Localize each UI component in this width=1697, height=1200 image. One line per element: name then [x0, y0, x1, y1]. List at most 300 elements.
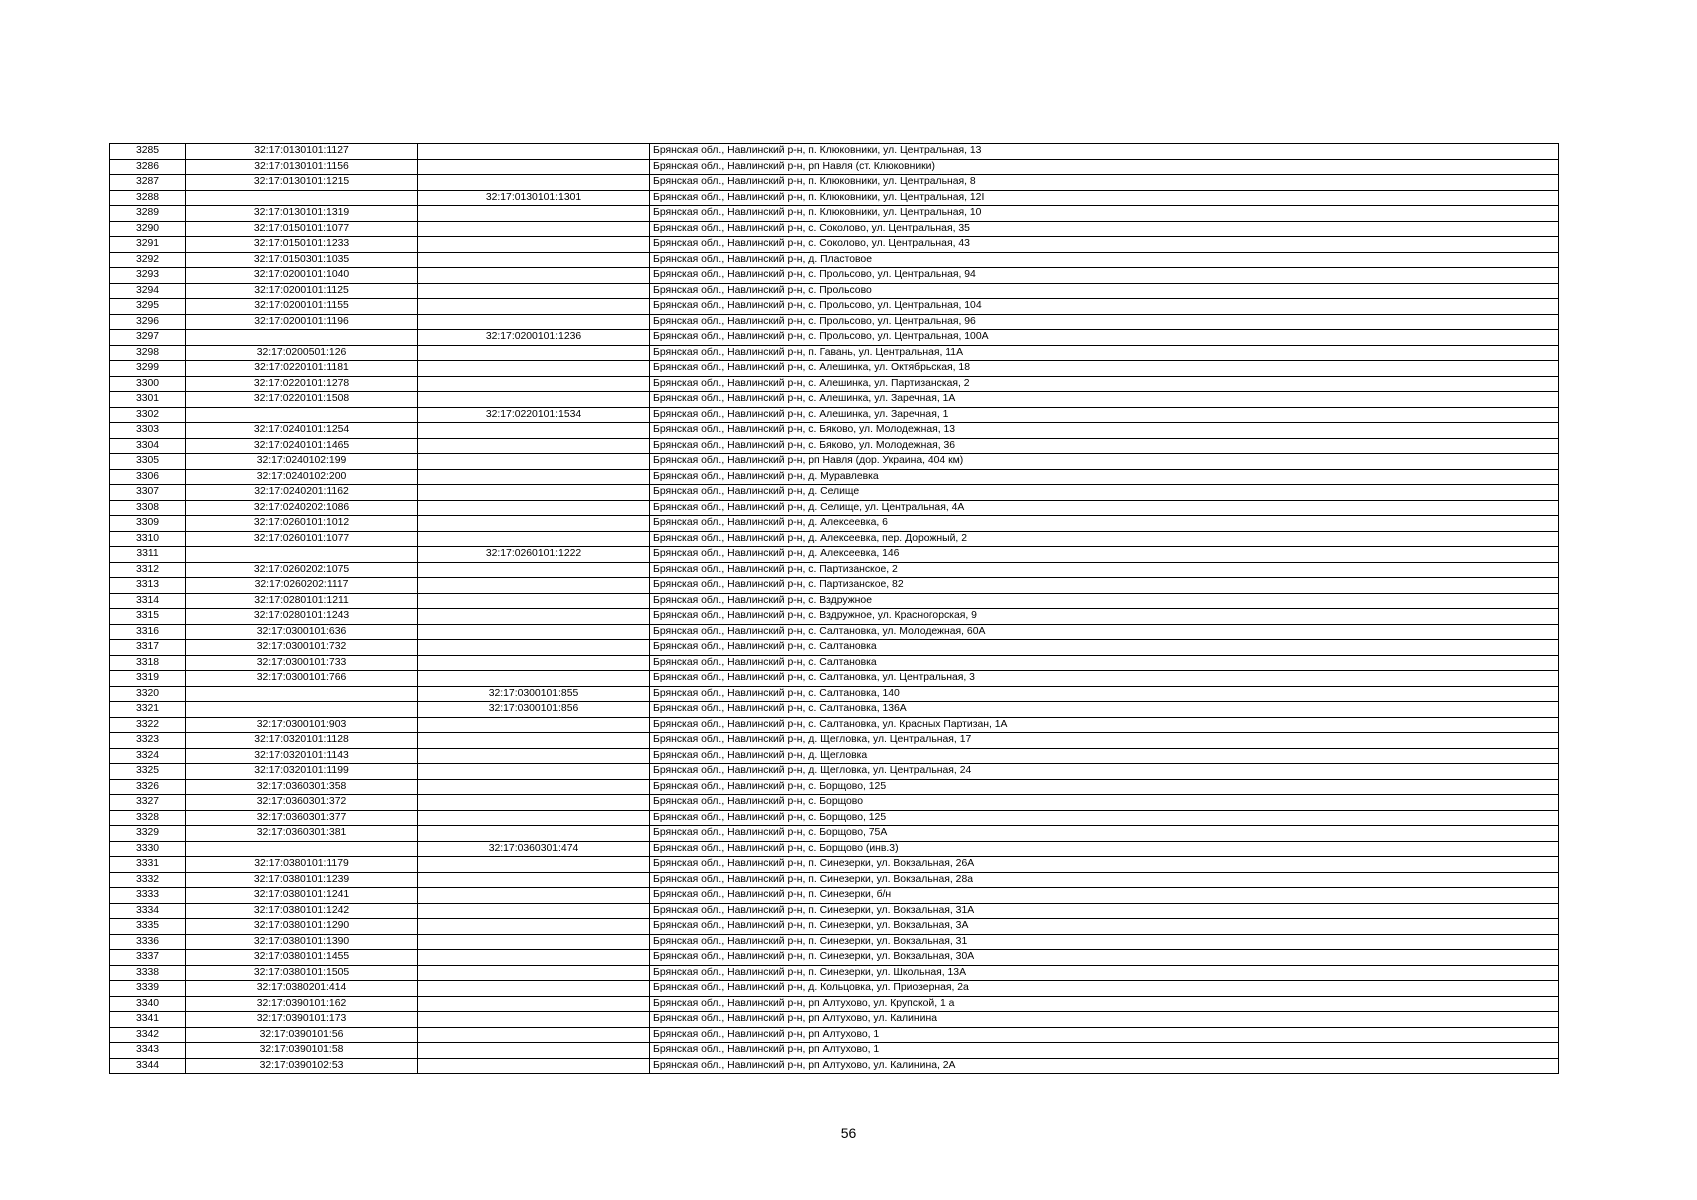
table-row — [110, 764, 1559, 780]
table-row — [110, 655, 1559, 671]
cadastral-number-alt-cell — [418, 469, 650, 485]
table-row — [110, 454, 1559, 470]
cadastral-number-alt-cell — [418, 221, 650, 237]
table-row — [110, 624, 1559, 640]
table-row — [110, 361, 1559, 377]
cadastral-number-cell: 32:17:0380101:1290 — [186, 919, 418, 935]
cadastral-number-cell: 32:17:0360301:377 — [186, 810, 418, 826]
row-number-cell: 3319 — [110, 671, 186, 687]
row-number-cell: 3320 — [110, 686, 186, 702]
row-number-cell: 3337 — [110, 950, 186, 966]
cadastral-number-cell: 32:17:0200101:1155 — [186, 299, 418, 315]
address-cell: Брянская обл., Навлинский р-н, с. Борщово (инв.3) — [650, 841, 1559, 857]
address-cell: Брянская обл., Навлинский р-н, с. Алешинка, ул. Октябрьская, 18 — [650, 361, 1559, 377]
cadastral-number-alt-cell — [418, 361, 650, 377]
address-cell: Брянская обл., Навлинский р-н, п. Синезерки, ул. Вокзальная, 31 — [650, 934, 1559, 950]
cadastral-number-cell: 32:17:0300101:732 — [186, 640, 418, 656]
cadastral-number-alt-cell — [418, 376, 650, 392]
cadastral-number-alt-cell — [418, 438, 650, 454]
address-cell: Брянская обл., Навлинский р-н, с. Алешинка, ул. Заречная, 1 — [650, 407, 1559, 423]
table-row — [110, 299, 1559, 315]
row-number-cell: 3285 — [110, 144, 186, 160]
table-row — [110, 268, 1559, 284]
cadastral-number-cell: 32:17:0320101:1199 — [186, 764, 418, 780]
address-cell: Брянская обл., Навлинский р-н, п. Синезерки, ул. Вокзальная, 31А — [650, 903, 1559, 919]
cadastral-number-alt-cell — [418, 1043, 650, 1059]
cadastral-number-alt-cell — [418, 981, 650, 997]
table-row — [110, 671, 1559, 687]
row-number-cell: 3294 — [110, 283, 186, 299]
cadastral-number-alt-cell — [418, 175, 650, 191]
cadastral-number-alt-cell — [418, 903, 650, 919]
table-row — [110, 283, 1559, 299]
row-number-cell: 3317 — [110, 640, 186, 656]
row-number-cell: 3298 — [110, 345, 186, 361]
table-row — [110, 547, 1559, 563]
cadastral-number-alt-cell — [418, 1027, 650, 1043]
cadastral-number-alt-cell — [418, 609, 650, 625]
cadastral-number-alt-cell — [418, 268, 650, 284]
row-number-cell: 3326 — [110, 779, 186, 795]
cadastral-number-cell: 32:17:0390101:56 — [186, 1027, 418, 1043]
cadastral-number-cell: 32:17:0240202:1086 — [186, 500, 418, 516]
row-number-cell: 3330 — [110, 841, 186, 857]
cadastral-number-cell: 32:17:0130101:1156 — [186, 159, 418, 175]
address-cell: Брянская обл., Навлинский р-н, с. Партизанское, 2 — [650, 562, 1559, 578]
cadastral-table-body — [110, 144, 1559, 1074]
address-cell: Брянская обл., Навлинский р-н, п. Синезерки, ул. Вокзальная, 26А — [650, 857, 1559, 873]
row-number-cell: 3305 — [110, 454, 186, 470]
address-cell: Брянская обл., Навлинский р-н, с. Салтановка, 136А — [650, 702, 1559, 718]
table-row — [110, 888, 1559, 904]
address-cell: Брянская обл., Навлинский р-н, п. Клюковники, ул. Центральная, 8 — [650, 175, 1559, 191]
cadastral-number-alt-cell — [418, 872, 650, 888]
cadastral-number-alt-cell — [418, 996, 650, 1012]
row-number-cell: 3328 — [110, 810, 186, 826]
address-cell: Брянская обл., Навлинский р-н, с. Алешинка, ул. Партизанская, 2 — [650, 376, 1559, 392]
row-number-cell: 3335 — [110, 919, 186, 935]
cadastral-number-cell: 32:17:0390101:58 — [186, 1043, 418, 1059]
table-row — [110, 221, 1559, 237]
address-cell: Брянская обл., Навлинский р-н, рп Алтухово, ул. Калинина, 2А — [650, 1058, 1559, 1074]
table-row — [110, 702, 1559, 718]
address-cell: Брянская обл., Навлинский р-н, с. Вздружное — [650, 593, 1559, 609]
table-row — [110, 934, 1559, 950]
table-row — [110, 872, 1559, 888]
address-cell: Брянская обл., Навлинский р-н, д. Щегловка — [650, 748, 1559, 764]
cadastral-number-alt-cell — [418, 888, 650, 904]
cadastral-number-alt-cell — [418, 795, 650, 811]
address-cell: Брянская обл., Навлинский р-н, д. Алексеевка, 146 — [650, 547, 1559, 563]
address-cell: Брянская обл., Навлинский р-н, с. Бяково, ул. Молодежная, 36 — [650, 438, 1559, 454]
cadastral-number-cell: 32:17:0240101:1254 — [186, 423, 418, 439]
table-row — [110, 717, 1559, 733]
cadastral-table — [109, 143, 1559, 1074]
table-row — [110, 609, 1559, 625]
cadastral-number-alt-cell — [418, 857, 650, 873]
page-number: 56 — [840, 1125, 857, 1141]
cadastral-number-alt-cell — [418, 950, 650, 966]
cadastral-number-cell: 32:17:0200101:1196 — [186, 314, 418, 330]
table-row — [110, 841, 1559, 857]
table-row — [110, 485, 1559, 501]
cadastral-number-alt-cell — [418, 454, 650, 470]
table-row — [110, 206, 1559, 222]
cadastral-number-cell: 32:17:0300101:636 — [186, 624, 418, 640]
row-number-cell: 3295 — [110, 299, 186, 315]
cadastral-number-alt-cell — [418, 531, 650, 547]
address-cell: Брянская обл., Навлинский р-н, п. Клюковники, ул. Центральная, 10 — [650, 206, 1559, 222]
table-row — [110, 733, 1559, 749]
cadastral-number-cell: 32:17:0260202:1075 — [186, 562, 418, 578]
cadastral-number-cell — [186, 702, 418, 718]
table-row — [110, 950, 1559, 966]
cadastral-number-cell: 32:17:0390101:162 — [186, 996, 418, 1012]
cadastral-number-alt-cell — [418, 655, 650, 671]
table-row — [110, 237, 1559, 253]
row-number-cell: 3329 — [110, 826, 186, 842]
cadastral-number-alt-cell — [418, 764, 650, 780]
row-number-cell: 3323 — [110, 733, 186, 749]
cadastral-number-cell: 32:17:0300101:766 — [186, 671, 418, 687]
cadastral-number-alt-cell: 32:17:0220101:1534 — [418, 407, 650, 423]
cadastral-number-cell: 32:17:0280101:1211 — [186, 593, 418, 609]
cadastral-number-alt-cell: 32:17:0300101:856 — [418, 702, 650, 718]
address-cell: Брянская обл., Навлинский р-н, с. Прольсово, ул. Центральная, 104 — [650, 299, 1559, 315]
cadastral-number-cell: 32:17:0360301:358 — [186, 779, 418, 795]
cadastral-number-cell — [186, 330, 418, 346]
table-row — [110, 392, 1559, 408]
row-number-cell: 3321 — [110, 702, 186, 718]
address-cell: Брянская обл., Навлинский р-н, с. Салтановка, ул. Молодежная, 60А — [650, 624, 1559, 640]
table-row — [110, 516, 1559, 532]
table-row — [110, 407, 1559, 423]
address-cell: Брянская обл., Навлинский р-н, с. Прольсово, ул. Центральная, 94 — [650, 268, 1559, 284]
address-cell: Брянская обл., Навлинский р-н, д. Селище — [650, 485, 1559, 501]
address-cell: Брянская обл., Навлинский р-н, д. Кольцовка, ул. Приозерная, 2а — [650, 981, 1559, 997]
table-row — [110, 826, 1559, 842]
cadastral-number-alt-cell — [418, 965, 650, 981]
cadastral-number-cell: 32:17:0200501:126 — [186, 345, 418, 361]
table-row — [110, 531, 1559, 547]
address-cell: Брянская обл., Навлинский р-н, д. Селище, ул. Центральная, 4А — [650, 500, 1559, 516]
address-cell: Брянская обл., Навлинский р-н, п. Синезерки, ул. Вокзальная, 28а — [650, 872, 1559, 888]
row-number-cell: 3336 — [110, 934, 186, 950]
row-number-cell: 3341 — [110, 1012, 186, 1028]
address-cell: Брянская обл., Навлинский р-н, с. Прольсово, ул. Центральная, 96 — [650, 314, 1559, 330]
row-number-cell: 3286 — [110, 159, 186, 175]
address-cell: Брянская обл., Навлинский р-н, п. Синезерки, ул. Вокзальная, 30А — [650, 950, 1559, 966]
cadastral-number-alt-cell — [418, 671, 650, 687]
cadastral-number-cell: 32:17:0220101:1278 — [186, 376, 418, 392]
row-number-cell: 3296 — [110, 314, 186, 330]
cadastral-number-alt-cell — [418, 500, 650, 516]
row-number-cell: 3293 — [110, 268, 186, 284]
cadastral-number-cell: 32:17:0200101:1040 — [186, 268, 418, 284]
table-row — [110, 578, 1559, 594]
cadastral-number-alt-cell — [418, 485, 650, 501]
cadastral-number-alt-cell — [418, 562, 650, 578]
address-cell: Брянская обл., Навлинский р-н, п. Клюковники, ул. Центральная, 13 — [650, 144, 1559, 160]
cadastral-number-alt-cell — [418, 640, 650, 656]
table-row — [110, 810, 1559, 826]
row-number-cell: 3332 — [110, 872, 186, 888]
cadastral-number-alt-cell: 32:17:0130101:1301 — [418, 190, 650, 206]
cadastral-number-cell: 32:17:0360301:381 — [186, 826, 418, 842]
table-row — [110, 469, 1559, 485]
address-cell: Брянская обл., Навлинский р-н, с. Борщово, 125 — [650, 779, 1559, 795]
row-number-cell: 3343 — [110, 1043, 186, 1059]
cadastral-number-alt-cell — [418, 206, 650, 222]
address-cell: Брянская обл., Навлинский р-н, рп Алтухово, ул. Калинина — [650, 1012, 1559, 1028]
address-cell: Брянская обл., Навлинский р-н, д. Муравлевка — [650, 469, 1559, 485]
cadastral-number-alt-cell: 32:17:0200101:1236 — [418, 330, 650, 346]
address-cell: Брянская обл., Навлинский р-н, с. Салтановка, 140 — [650, 686, 1559, 702]
row-number-cell: 3327 — [110, 795, 186, 811]
address-cell: Брянская обл., Навлинский р-н, рп Алтухово, 1 — [650, 1043, 1559, 1059]
cadastral-number-cell: 32:17:0380201:414 — [186, 981, 418, 997]
row-number-cell: 3297 — [110, 330, 186, 346]
row-number-cell: 3316 — [110, 624, 186, 640]
table-row — [110, 423, 1559, 439]
cadastral-number-cell: 32:17:0150301:1035 — [186, 252, 418, 268]
address-cell: Брянская обл., Навлинский р-н, с. Бяково, ул. Молодежная, 13 — [650, 423, 1559, 439]
address-cell: Брянская обл., Навлинский р-н, рп Навля (дор. Украина, 404 км) — [650, 454, 1559, 470]
table-row — [110, 919, 1559, 935]
address-cell: Брянская обл., Навлинский р-н, п. Синезерки, ул. Школьная, 13А — [650, 965, 1559, 981]
cadastral-number-cell: 32:17:0130101:1127 — [186, 144, 418, 160]
table-row — [110, 345, 1559, 361]
table-row — [110, 593, 1559, 609]
table-row — [110, 996, 1559, 1012]
row-number-cell: 3301 — [110, 392, 186, 408]
cadastral-number-cell: 32:17:0200101:1125 — [186, 283, 418, 299]
address-cell: Брянская обл., Навлинский р-н, с. Соколово, ул. Центральная, 43 — [650, 237, 1559, 253]
row-number-cell: 3308 — [110, 500, 186, 516]
address-cell: Брянская обл., Навлинский р-н, с. Прольсово — [650, 283, 1559, 299]
row-number-cell: 3288 — [110, 190, 186, 206]
cadastral-number-cell: 32:17:0380101:1241 — [186, 888, 418, 904]
cadastral-number-cell: 32:17:0380101:1242 — [186, 903, 418, 919]
row-number-cell: 3307 — [110, 485, 186, 501]
address-cell: Брянская обл., Навлинский р-н, п. Синезерки, ул. Вокзальная, 3А — [650, 919, 1559, 935]
row-number-cell: 3338 — [110, 965, 186, 981]
row-number-cell: 3339 — [110, 981, 186, 997]
address-cell: Брянская обл., Навлинский р-н, с. Соколово, ул. Центральная, 35 — [650, 221, 1559, 237]
row-number-cell: 3292 — [110, 252, 186, 268]
cadastral-number-cell: 32:17:0260101:1077 — [186, 531, 418, 547]
address-cell: Брянская обл., Навлинский р-н, рп Алтухово, 1 — [650, 1027, 1559, 1043]
address-cell: Брянская обл., Навлинский р-н, с. Салтановка — [650, 655, 1559, 671]
row-number-cell: 3311 — [110, 547, 186, 563]
cadastral-number-alt-cell — [418, 748, 650, 764]
cadastral-number-alt-cell — [418, 810, 650, 826]
cadastral-number-alt-cell — [418, 934, 650, 950]
address-cell: Брянская обл., Навлинский р-н, д. Щегловка, ул. Центральная, 17 — [650, 733, 1559, 749]
cadastral-number-cell: 32:17:0380101:1505 — [186, 965, 418, 981]
table-row — [110, 159, 1559, 175]
cadastral-number-alt-cell — [418, 826, 650, 842]
cadastral-number-alt-cell — [418, 624, 650, 640]
table-row — [110, 500, 1559, 516]
row-number-cell: 3287 — [110, 175, 186, 191]
address-cell: Брянская обл., Навлинский р-н, с. Прольсово, ул. Центральная, 100А — [650, 330, 1559, 346]
cadastral-number-alt-cell — [418, 237, 650, 253]
row-number-cell: 3344 — [110, 1058, 186, 1074]
cadastral-number-cell: 32:17:0240101:1465 — [186, 438, 418, 454]
cadastral-number-cell: 32:17:0320101:1143 — [186, 748, 418, 764]
address-cell: Брянская обл., Навлинский р-н, с. Алешинка, ул. Заречная, 1А — [650, 392, 1559, 408]
row-number-cell: 3333 — [110, 888, 186, 904]
cadastral-number-alt-cell — [418, 779, 650, 795]
cadastral-number-cell — [186, 841, 418, 857]
row-number-cell: 3291 — [110, 237, 186, 253]
cadastral-number-cell — [186, 547, 418, 563]
cadastral-number-alt-cell: 32:17:0260101:1222 — [418, 547, 650, 563]
cadastral-number-alt-cell: 32:17:0300101:855 — [418, 686, 650, 702]
table-row — [110, 190, 1559, 206]
table-row — [110, 965, 1559, 981]
row-number-cell: 3300 — [110, 376, 186, 392]
cadastral-number-cell: 32:17:0360301:372 — [186, 795, 418, 811]
cadastral-number-cell: 32:17:0240102:200 — [186, 469, 418, 485]
cadastral-number-alt-cell — [418, 159, 650, 175]
row-number-cell: 3322 — [110, 717, 186, 733]
cadastral-number-cell: 32:17:0240201:1162 — [186, 485, 418, 501]
table-row — [110, 779, 1559, 795]
cadastral-number-alt-cell: 32:17:0360301:474 — [418, 841, 650, 857]
cadastral-number-cell: 32:17:0380101:1239 — [186, 872, 418, 888]
cadastral-number-cell: 32:17:0150101:1077 — [186, 221, 418, 237]
address-cell: Брянская обл., Навлинский р-н, д. Пластовое — [650, 252, 1559, 268]
cadastral-number-cell: 32:17:0300101:903 — [186, 717, 418, 733]
cadastral-number-cell: 32:17:0390101:173 — [186, 1012, 418, 1028]
address-cell: Брянская обл., Навлинский р-н, с. Партизанское, 82 — [650, 578, 1559, 594]
cadastral-number-cell: 32:17:0380101:1179 — [186, 857, 418, 873]
table-row — [110, 1012, 1559, 1028]
table-row — [110, 1043, 1559, 1059]
cadastral-number-cell: 32:17:0220101:1181 — [186, 361, 418, 377]
address-cell: Брянская обл., Навлинский р-н, с. Салтановка — [650, 640, 1559, 656]
cadastral-number-alt-cell — [418, 345, 650, 361]
cadastral-number-alt-cell — [418, 144, 650, 160]
cadastral-number-alt-cell — [418, 578, 650, 594]
cadastral-number-cell: 32:17:0130101:1319 — [186, 206, 418, 222]
row-number-cell: 3299 — [110, 361, 186, 377]
cadastral-number-alt-cell — [418, 314, 650, 330]
address-cell: Брянская обл., Навлинский р-н, с. Салтановка, ул. Центральная, 3 — [650, 671, 1559, 687]
cadastral-number-alt-cell — [418, 1058, 650, 1074]
cadastral-number-alt-cell — [418, 717, 650, 733]
cadastral-number-alt-cell — [418, 919, 650, 935]
row-number-cell: 3324 — [110, 748, 186, 764]
table-row — [110, 330, 1559, 346]
row-number-cell: 3313 — [110, 578, 186, 594]
address-cell: Брянская обл., Навлинский р-н, п. Гавань, ул. Центральная, 11А — [650, 345, 1559, 361]
address-cell: Брянская обл., Навлинский р-н, п. Клюковники, ул. Центральная, 12І — [650, 190, 1559, 206]
address-cell: Брянская обл., Навлинский р-н, п. Синезерки, б/н — [650, 888, 1559, 904]
address-cell: Брянская обл., Навлинский р-н, с. Вздружное, ул. Красногорская, 9 — [650, 609, 1559, 625]
table-row — [110, 748, 1559, 764]
address-cell: Брянская обл., Навлинский р-н, д. Алексеевка, пер. Дорожный, 2 — [650, 531, 1559, 547]
row-number-cell: 3302 — [110, 407, 186, 423]
row-number-cell: 3289 — [110, 206, 186, 222]
cadastral-number-alt-cell — [418, 516, 650, 532]
row-number-cell: 3315 — [110, 609, 186, 625]
cadastral-number-cell: 32:17:0390102:53 — [186, 1058, 418, 1074]
cadastral-number-cell: 32:17:0300101:733 — [186, 655, 418, 671]
cadastral-number-cell: 32:17:0220101:1508 — [186, 392, 418, 408]
table-row — [110, 640, 1559, 656]
cadastral-number-cell — [186, 190, 418, 206]
row-number-cell: 3340 — [110, 996, 186, 1012]
table-row — [110, 795, 1559, 811]
row-number-cell: 3331 — [110, 857, 186, 873]
table-row — [110, 144, 1559, 160]
cadastral-number-cell: 32:17:0260101:1012 — [186, 516, 418, 532]
row-number-cell: 3318 — [110, 655, 186, 671]
cadastral-number-cell — [186, 407, 418, 423]
cadastral-number-alt-cell — [418, 283, 650, 299]
row-number-cell: 3310 — [110, 531, 186, 547]
table-row — [110, 175, 1559, 191]
cadastral-number-cell: 32:17:0380101:1390 — [186, 934, 418, 950]
table-row — [110, 376, 1559, 392]
cadastral-number-cell: 32:17:0380101:1455 — [186, 950, 418, 966]
address-cell: Брянская обл., Навлинский р-н, с. Салтановка, ул. Красных Партизан, 1А — [650, 717, 1559, 733]
address-cell: Брянская обл., Навлинский р-н, рп Алтухово, ул. Крупской, 1 а — [650, 996, 1559, 1012]
cadastral-number-cell: 32:17:0320101:1128 — [186, 733, 418, 749]
cadastral-number-alt-cell — [418, 392, 650, 408]
address-cell: Брянская обл., Навлинский р-н, рп Навля (ст. Клюковники) — [650, 159, 1559, 175]
row-number-cell: 3309 — [110, 516, 186, 532]
address-cell: Брянская обл., Навлинский р-н, с. Борщово, 75А — [650, 826, 1559, 842]
table-row — [110, 903, 1559, 919]
cadastral-number-alt-cell — [418, 299, 650, 315]
table-row — [110, 857, 1559, 873]
row-number-cell: 3312 — [110, 562, 186, 578]
row-number-cell: 3342 — [110, 1027, 186, 1043]
address-cell: Брянская обл., Навлинский р-н, д. Алексеевка, 6 — [650, 516, 1559, 532]
row-number-cell: 3325 — [110, 764, 186, 780]
table-row — [110, 1027, 1559, 1043]
row-number-cell: 3304 — [110, 438, 186, 454]
cadastral-number-alt-cell — [418, 1012, 650, 1028]
cadastral-number-cell: 32:17:0280101:1243 — [186, 609, 418, 625]
table-row — [110, 562, 1559, 578]
table-row — [110, 314, 1559, 330]
table-row — [110, 1058, 1559, 1074]
row-number-cell: 3290 — [110, 221, 186, 237]
cadastral-number-alt-cell — [418, 252, 650, 268]
address-cell: Брянская обл., Навлинский р-н, с. Борщово — [650, 795, 1559, 811]
row-number-cell: 3306 — [110, 469, 186, 485]
address-cell: Брянская обл., Навлинский р-н, д. Щегловка, ул. Центральная, 24 — [650, 764, 1559, 780]
table-row — [110, 252, 1559, 268]
cadastral-number-alt-cell — [418, 733, 650, 749]
cadastral-number-alt-cell — [418, 423, 650, 439]
row-number-cell: 3334 — [110, 903, 186, 919]
row-number-cell: 3303 — [110, 423, 186, 439]
cadastral-number-cell — [186, 686, 418, 702]
address-cell: Брянская обл., Навлинский р-н, с. Борщово, 125 — [650, 810, 1559, 826]
table-row — [110, 981, 1559, 997]
cadastral-number-cell: 32:17:0130101:1215 — [186, 175, 418, 191]
cadastral-number-cell: 32:17:0260202:1117 — [186, 578, 418, 594]
cadastral-number-cell: 32:17:0150101:1233 — [186, 237, 418, 253]
table-row — [110, 438, 1559, 454]
cadastral-number-cell: 32:17:0240102:199 — [186, 454, 418, 470]
